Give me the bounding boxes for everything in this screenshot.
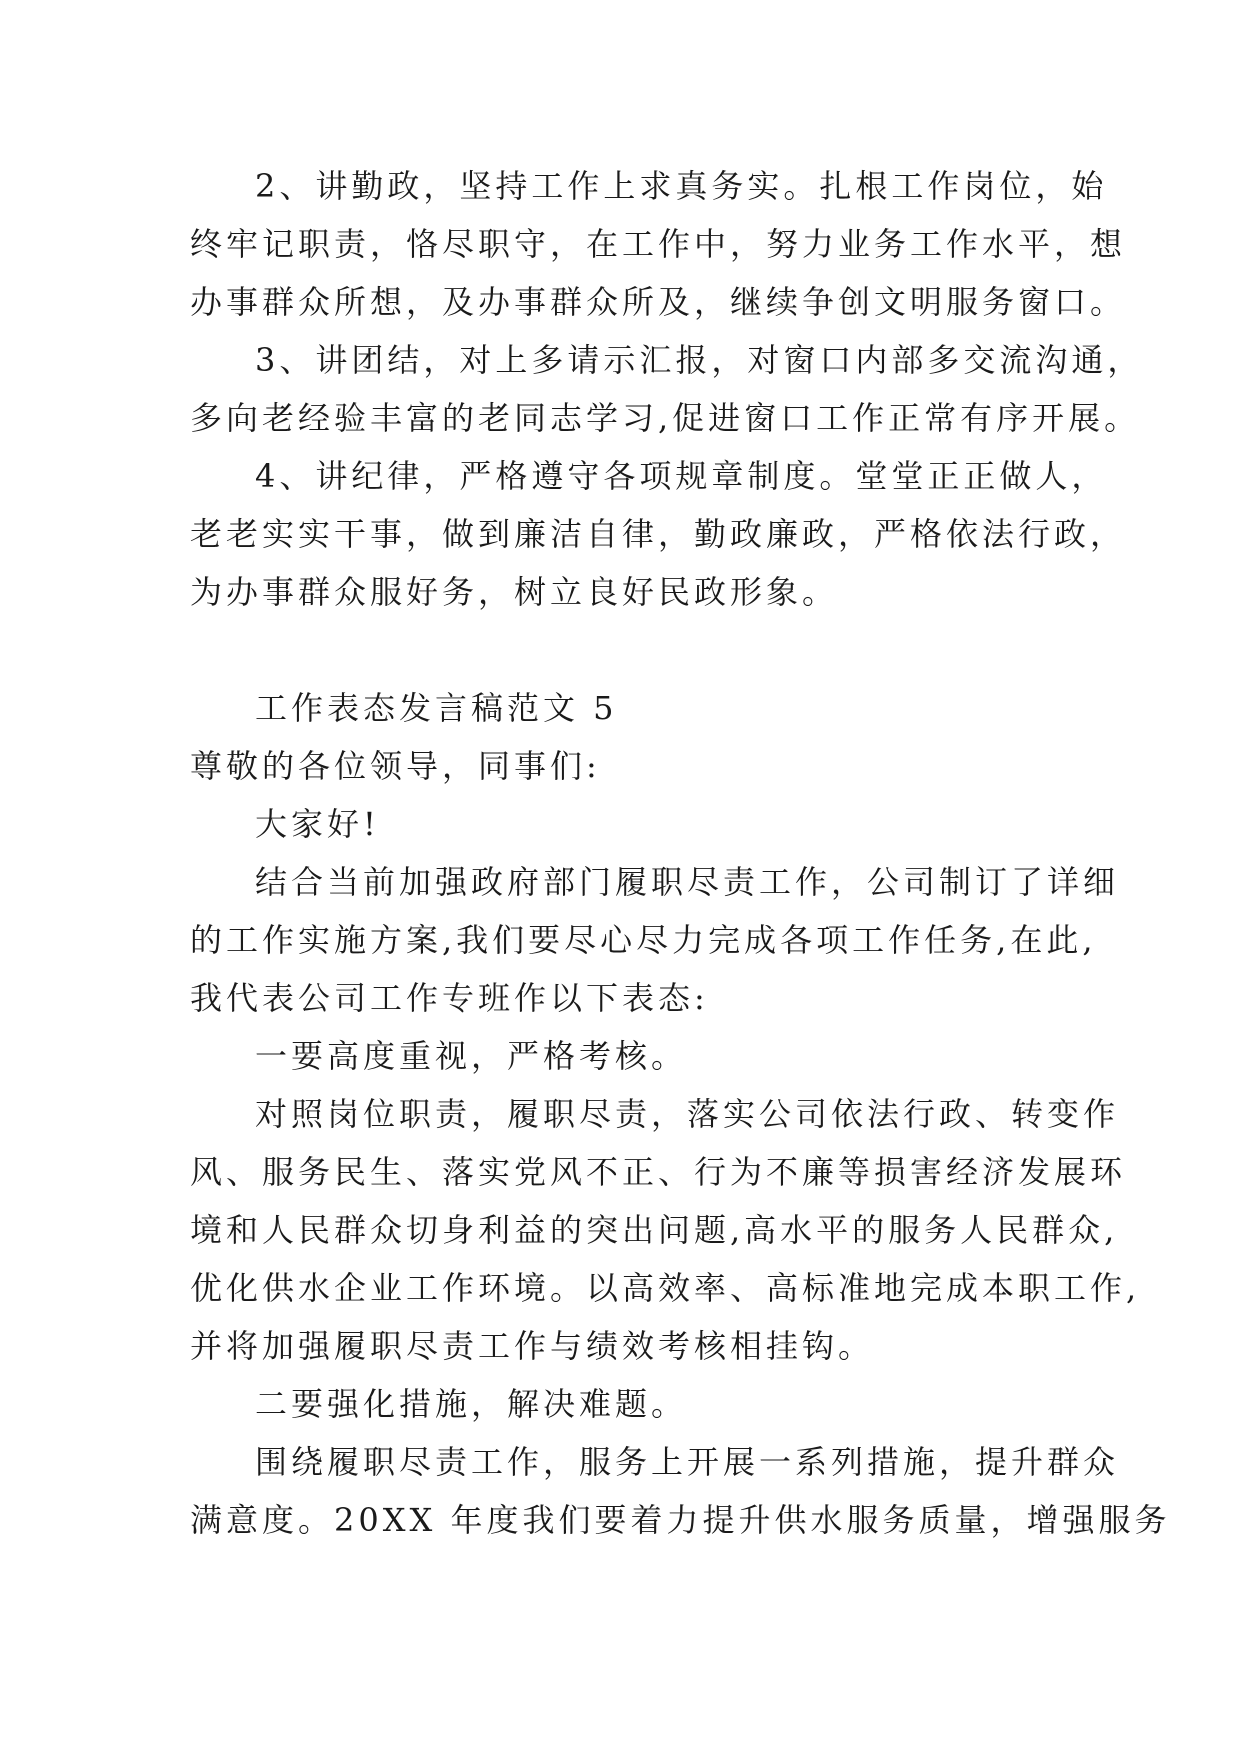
paragraph-line: 4、讲纪律，严格遵守各项规章制度。堂堂正正做人，	[255, 457, 1108, 495]
paragraph-line: 围绕履职尽责工作，服务上开展一系列措施，提升群众	[255, 1443, 1120, 1481]
paragraph-line: 对照岗位职责，履职尽责，落实公司依法行政、转变作	[255, 1095, 1120, 1133]
paragraph-line: 的工作实施方案,我们要尽心尽力完成各项工作任务,在此,	[190, 921, 1097, 959]
paragraph-line: 我代表公司工作专班作以下表态:	[190, 979, 709, 1017]
paragraph-line: 优化供水企业工作环境。以高效率、高标准地完成本职工作,	[190, 1269, 1141, 1307]
greeting: 大家好!	[255, 805, 380, 843]
paragraph-line: 风、服务民生、落实党风不正、行为不廉等损害经济发展环	[190, 1153, 1127, 1191]
paragraph-line: 境和人民群众切身利益的突出问题,高水平的服务人民群众,	[190, 1211, 1119, 1249]
subheading: 一要高度重视，严格考核。	[255, 1037, 688, 1075]
paragraph-line: 结合当前加强政府部门履职尽责工作，公司制订了详细	[255, 863, 1120, 901]
section-title: 工作表态发言稿范文 5	[255, 689, 618, 727]
paragraph-line: 老老实实干事，做到廉洁自律，勤政廉政，严格依法行政，	[190, 515, 1127, 553]
paragraph-line: 终牢记职责，恪尽职守，在工作中，努力业务工作水平，想	[190, 225, 1127, 263]
subheading: 二要强化措施，解决难题。	[255, 1385, 688, 1423]
salutation: 尊敬的各位领导，同事们:	[190, 747, 601, 785]
paragraph-line: 多向老经验丰富的老同志学习,促进窗口工作正常有序开展。	[190, 399, 1141, 437]
paragraph-line: 3、讲团结，对上多请示汇报，对窗口内部多交流沟通，	[255, 341, 1144, 379]
paragraph-line: 满意度。20XX 年度我们要着力提升供水服务质量，增强服务	[190, 1501, 1171, 1539]
paragraph-line: 并将加强履职尽责工作与绩效考核相挂钩。	[190, 1327, 875, 1365]
paragraph-line: 为办事群众服好务，树立良好民政形象。	[190, 573, 839, 611]
paragraph-line: 办事群众所想，及办事群众所及，继续争创文明服务窗口。	[190, 283, 1127, 321]
paragraph-line: 2、讲勤政，坚持工作上求真务实。扎根工作岗位，始	[255, 167, 1108, 205]
